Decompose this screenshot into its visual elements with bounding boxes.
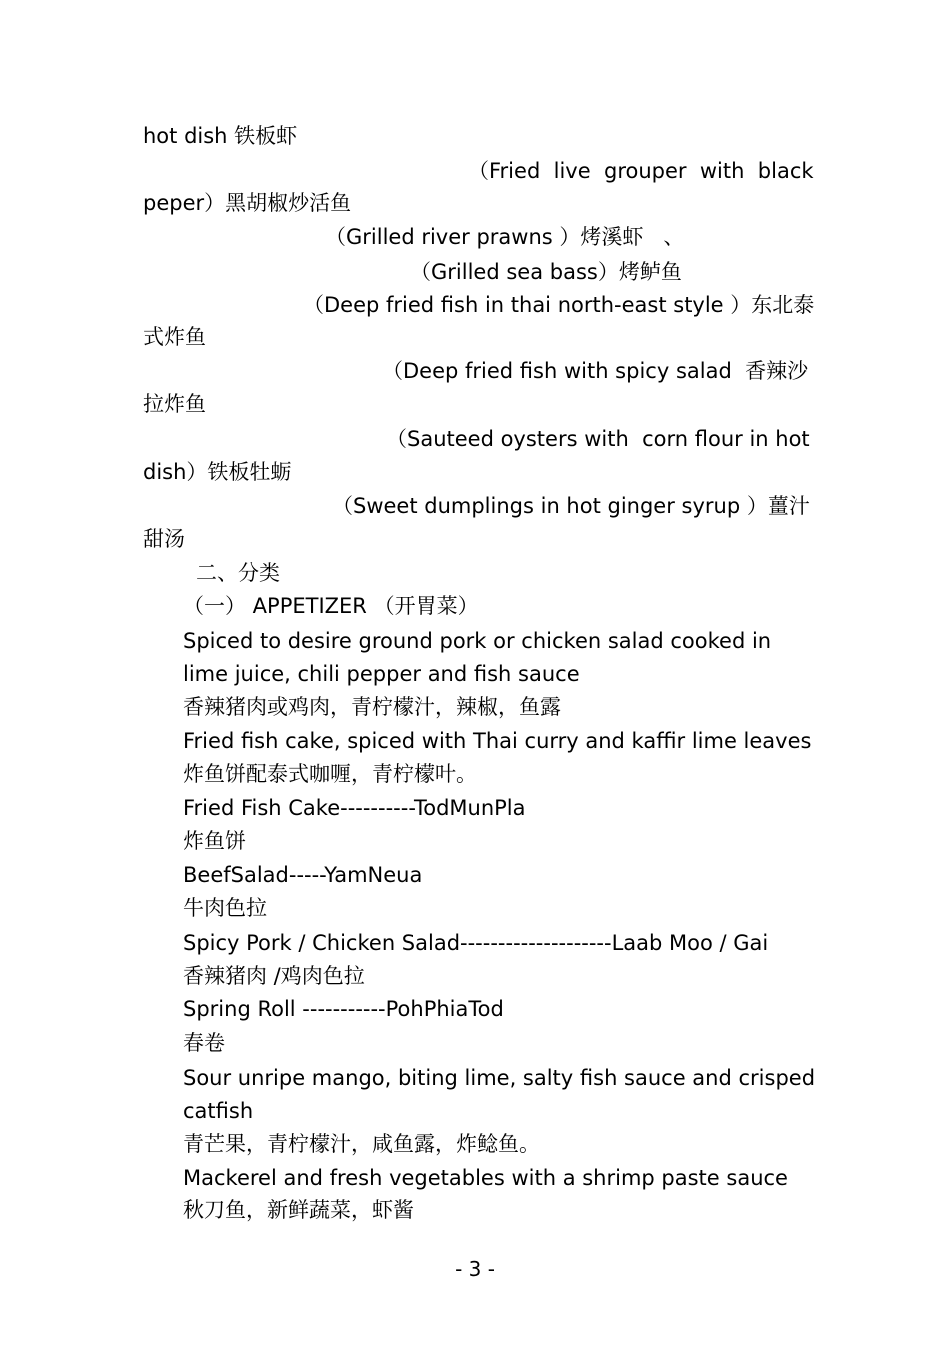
text-line-content: （Fried live grouper with black xyxy=(468,159,814,183)
text-line: 青芒果，青柠檬汁，咸鱼露，炸鲶鱼。 xyxy=(183,1132,540,1156)
text-line: 香辣猪肉或鸡肉，青柠檬汁，辣椒，鱼露 xyxy=(183,695,561,719)
text-line: dish）铁板牡蛎 xyxy=(143,460,292,484)
text-line: Mackerel and fresh vegetables with a shrimp paste sauce xyxy=(183,1166,788,1190)
text-line: lime juice, chili pepper and fish sauce xyxy=(183,662,580,686)
text-line: 春卷 xyxy=(183,1031,225,1055)
text-line: 式炸鱼 xyxy=(143,325,206,349)
text-line: （Sweet dumplings in hot ginger syrup ）薑汁 xyxy=(332,494,810,518)
text-line: 香辣猪肉 /鸡肉色拉 xyxy=(183,964,365,988)
text-line: （Sauteed oysters with corn flour in hot xyxy=(386,427,810,451)
text-line: Fried Fish Cake----------TodMunPla xyxy=(183,796,526,820)
text-line xyxy=(468,159,814,183)
page-number: - 3 - xyxy=(455,1257,495,1281)
text-line: 炸鱼饼配泰式咖喱，青柠檬叶。 xyxy=(183,762,477,786)
text-line: BeefSalad-----YamNeua xyxy=(183,863,423,887)
text-line: Sour unripe mango, biting lime, salty fish sauce and crisped xyxy=(183,1066,816,1090)
subsection-heading: （一） APPETIZER （开胃菜） xyxy=(183,594,479,618)
text-line: Spicy Pork / Chicken Salad--------------------Laab Moo / Gai xyxy=(183,931,769,955)
text-line: 秋刀鱼，新鲜蔬菜，虾酱 xyxy=(183,1198,414,1222)
text-line: （Grilled river prawns ）烤溪虾 、 xyxy=(325,225,685,249)
text-line: Spring Roll -----------PohPhiaTod xyxy=(183,997,504,1021)
text-line: （Deep fried fish in thai north-east style ）东北泰 xyxy=(303,293,815,317)
text-line: hot dish 铁板虾 xyxy=(143,124,298,148)
text-line: （Deep fried fish with spicy salad 香辣沙 xyxy=(382,359,809,383)
text-line: 牛肉色拉 xyxy=(183,896,267,920)
text-line: Spiced to desire ground pork or chicken salad cooked in xyxy=(183,629,772,653)
text-line: 甜汤 xyxy=(143,527,185,551)
text-line: 炸鱼饼 xyxy=(183,829,246,853)
text-line: catfish xyxy=(183,1099,254,1123)
section-heading: 二、分类 xyxy=(196,561,280,585)
text-line: Fried fish cake, spiced with Thai curry and kaffir lime leaves xyxy=(183,729,812,753)
text-line: （Grilled sea bass）烤鲈鱼 xyxy=(410,260,682,284)
text-line: peper）黑胡椒炒活鱼 xyxy=(143,191,352,215)
text-line: 拉炸鱼 xyxy=(143,392,206,416)
